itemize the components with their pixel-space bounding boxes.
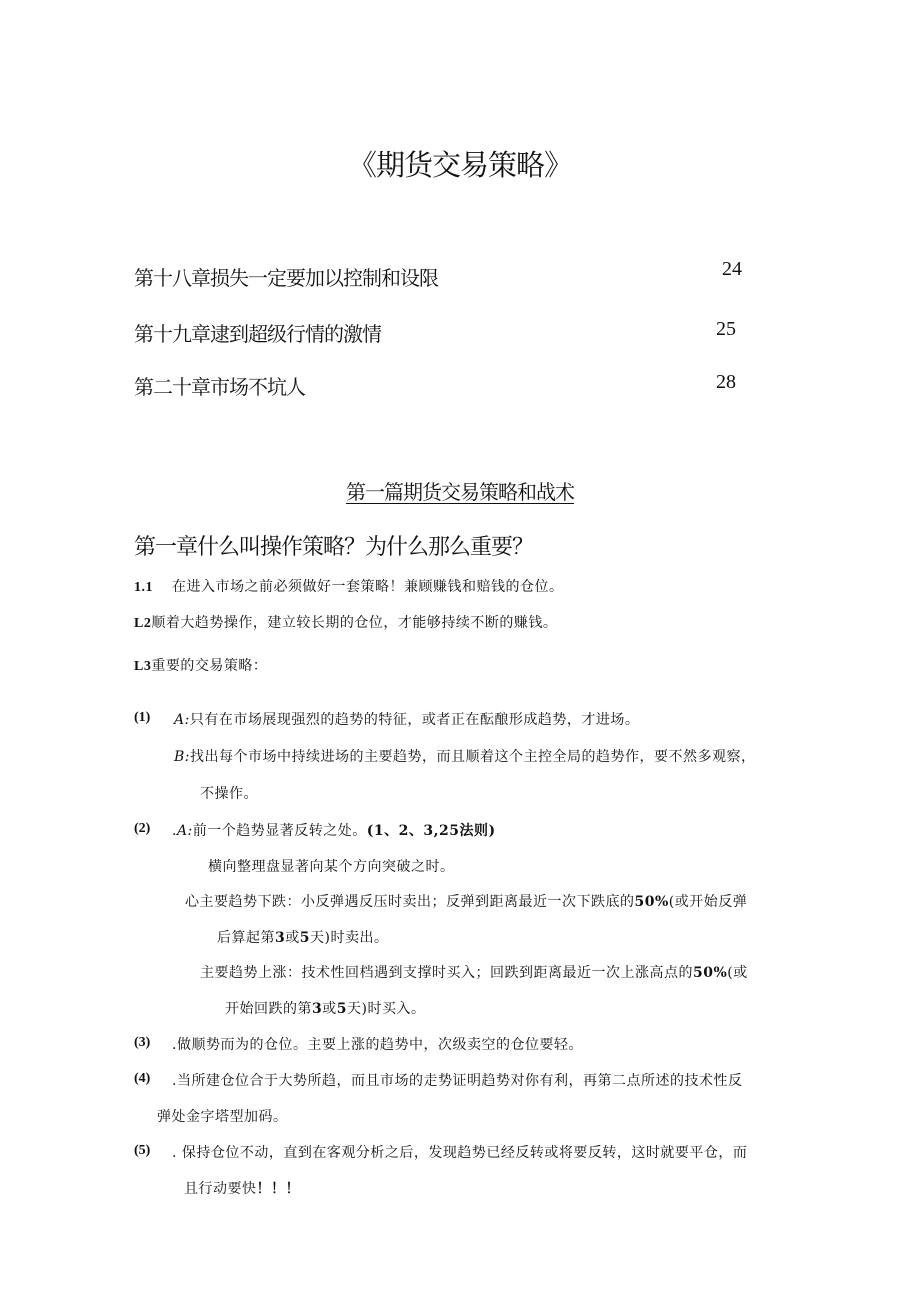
section-number: 1.1 [134, 580, 153, 595]
item-text: 开始回跌的第 [225, 1001, 312, 1017]
toc-entry-label: 第十八章损失一定要加以控制和设限 [134, 266, 438, 290]
section-1-1 [134, 576, 563, 596]
item-number: (2) [134, 821, 151, 836]
item-line: . 保持仓位不动，直到在客观分析之后，发现趋势已经反转或将要反转，这时就要平仓，而 [172, 1145, 748, 1161]
section-text: 在进入市场之前必须做好一套策略！兼顾赚钱和赔钱的仓位。 [171, 579, 564, 595]
item-line [172, 820, 496, 840]
item-text: (或开始反弹 [668, 894, 748, 910]
item-line [174, 746, 756, 766]
item-text: (或 [727, 965, 748, 981]
item-line [225, 998, 425, 1018]
toc-entry-page: 24 [722, 258, 742, 280]
section-1-3 [134, 655, 267, 675]
item-rule: (1、2、3,25法则) [366, 823, 496, 839]
toc-entry-page: 28 [716, 371, 736, 393]
item-emphasis: 3 [312, 1001, 323, 1017]
section-number: L2 [134, 616, 152, 631]
item-number: (1) [134, 710, 151, 725]
item-emphasis: 5 [336, 1001, 347, 1017]
item-emphasis: 3 [275, 930, 286, 946]
section-number: L3 [134, 659, 152, 674]
item-text: 心主要趋势下跌：小反弹遇反压时卖出；反弹到距离最近一次下跌底的 [185, 894, 635, 910]
item-marker: B: [174, 749, 191, 765]
section-text: 顺着大趋势操作，建立较长期的仓位，才能够持续不断的赚钱。 [151, 615, 558, 631]
item-text: 前一个趋势显著反转之处。 [192, 823, 367, 839]
document-title: 《期货交易策略》 [347, 148, 572, 182]
item-marker: A: [174, 712, 190, 728]
item-number: (3) [134, 1035, 151, 1050]
item-line: .做顺势而为的仓位。主要上涨的趋势中，次级卖空的仓位要轻。 [172, 1037, 583, 1053]
section-1-2 [134, 612, 557, 632]
item-text: 且行动要快 [184, 1181, 257, 1197]
item-line [185, 891, 747, 911]
item-continuation: 弹处金字塔型加码。 [157, 1109, 288, 1125]
toc-entry-label: 第二十章市场不坑人 [134, 375, 305, 399]
chapter-heading: 第一章什么叫操作策略？为什么那么重要？ [134, 535, 534, 560]
item-line: .当所建仓位合于大势所趋，而且市场的走势证明趋势对你有利，再第二点所述的技术性反 [172, 1073, 743, 1089]
item-continuation: 不操作。 [200, 786, 258, 802]
item-continuation [184, 1178, 300, 1198]
item-emphasis: 50% [693, 965, 728, 981]
part-heading [0, 476, 920, 505]
item-text: 主要趋势上涨：技术性回档遇到支撑时买入；回跌到距离最近一次上涨高点的 [200, 965, 693, 981]
item-number: (5) [134, 1143, 151, 1158]
toc-entry-page: 25 [716, 318, 736, 340]
item-text: 或 [285, 930, 300, 946]
part-heading-text: 第一篇期货交易策略和战术 [346, 480, 574, 504]
item-text: 只有在市场展现强烈的趋势的特征，或者正在酝酿形成趋势，才进场。 [189, 712, 640, 728]
item-line [200, 962, 748, 982]
item-text: 或 [322, 1001, 337, 1017]
item-text: 天)时买入。 [347, 1001, 426, 1017]
item-emphasis: ！！！ [256, 1181, 300, 1197]
item-text: 天)时卖出。 [310, 930, 389, 946]
item-line [174, 709, 639, 729]
item-marker: .A: [172, 823, 193, 839]
section-text: 重要的交易策略： [151, 658, 268, 674]
item-line: 横向整理盘显著向某个方向突破之时。 [208, 859, 455, 875]
item-emphasis: 5 [299, 930, 310, 946]
item-emphasis: 50% [634, 894, 669, 910]
item-line [217, 927, 388, 947]
toc-entry-label: 第十九章逮到超级行情的激情 [134, 322, 381, 346]
item-number: (4) [134, 1071, 151, 1086]
item-text: 找出每个市场中持续进场的主要趋势，而且顺着这个主控全局的趋势作，要不然多观察， [190, 749, 756, 765]
item-text: 后算起第 [217, 930, 275, 946]
